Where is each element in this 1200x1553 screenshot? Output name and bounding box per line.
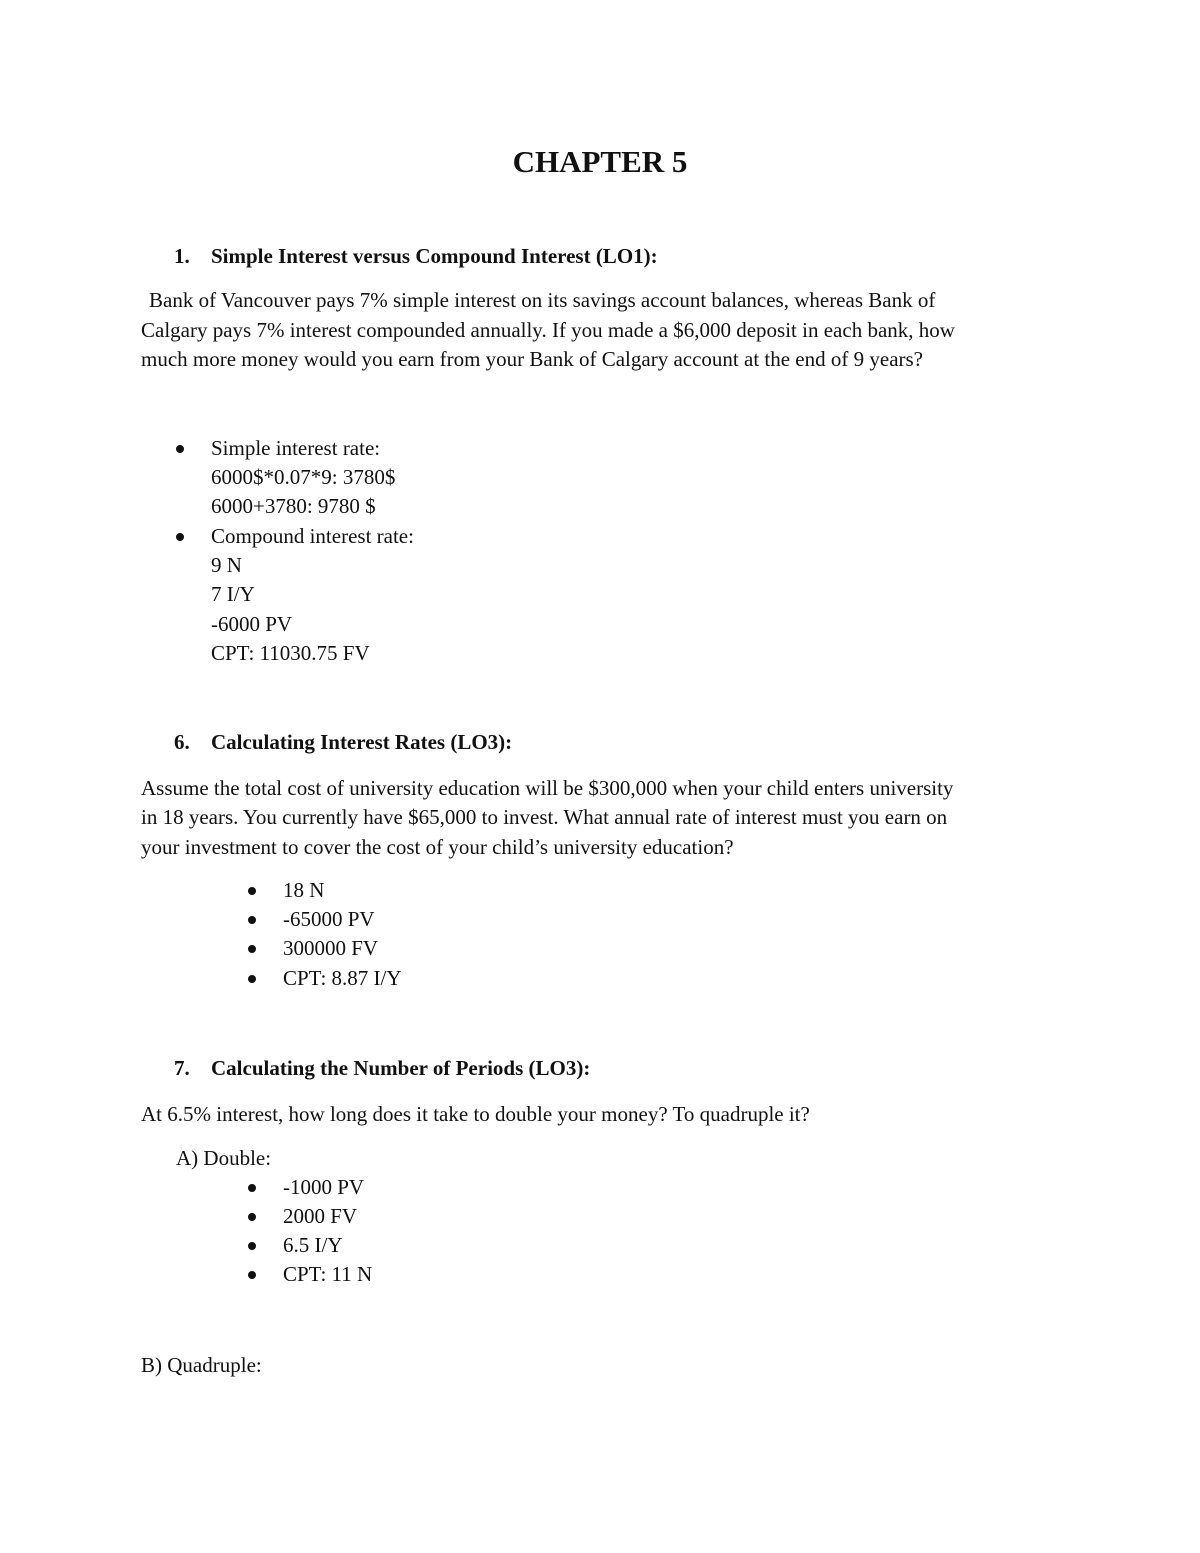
list-item: Compound interest rate: <box>211 524 414 548</box>
calculation-line: CPT: 11030.75 FV <box>211 641 370 665</box>
calculation-line: -6000 PV <box>211 612 293 636</box>
bullet-icon <box>176 445 184 453</box>
bullet-icon <box>248 945 256 953</box>
bullet-icon <box>176 533 184 541</box>
bullet-icon <box>248 1271 256 1279</box>
question-text-line: your investment to cover the cost of your child’s university education? <box>141 835 734 859</box>
list-item: CPT: 11 N <box>283 1262 373 1286</box>
part-label: B) Quadruple: <box>141 1353 262 1377</box>
list-item: -1000 PV <box>283 1175 365 1199</box>
bullet-icon <box>248 1184 256 1192</box>
calculation-line: 6000+3780: 9780 $ <box>211 494 376 518</box>
question-heading: Calculating Interest Rates (LO3): <box>211 730 513 754</box>
list-item: Simple interest rate: <box>211 436 381 460</box>
bullet-icon <box>248 1213 256 1221</box>
list-item: 300000 FV <box>283 936 379 960</box>
question-text-line: At 6.5% interest, how long does it take to double your money? To quadruple it? <box>141 1102 810 1126</box>
list-item: 2000 FV <box>283 1204 358 1228</box>
question-number: 7. <box>174 1056 190 1080</box>
calculation-line: 7 I/Y <box>211 582 255 606</box>
question-text-line: Calgary pays 7% interest compounded annually. If you made a $6,000 deposit in each bank, how <box>141 318 955 342</box>
question-text-line: in 18 years. You currently have $65,000 to invest. What annual rate of interest must you earn on <box>141 805 948 829</box>
question-number: 1. <box>174 244 190 268</box>
bullet-icon <box>248 916 256 924</box>
question-number: 6. <box>174 730 190 754</box>
question-text-line: Bank of Vancouver pays 7% simple interest on its savings account balances, whereas Bank of <box>149 288 936 312</box>
question-text-line: much more money would you earn from your Bank of Calgary account at the end of 9 years? <box>141 347 924 371</box>
list-item: CPT: 8.87 I/Y <box>283 966 402 990</box>
list-item: 18 N <box>283 878 325 902</box>
bullet-icon <box>248 1242 256 1250</box>
part-label: A) Double: <box>176 1146 272 1170</box>
question-text-line: Assume the total cost of university education will be $300,000 when your child enters university <box>141 776 954 800</box>
question-heading: Simple Interest versus Compound Interest (LO1): <box>211 244 658 268</box>
list-item: 6.5 I/Y <box>283 1233 343 1257</box>
bullet-icon <box>248 887 256 895</box>
question-heading: Calculating the Number of Periods (LO3): <box>211 1056 591 1080</box>
bullet-icon <box>248 975 256 983</box>
calculation-line: 9 N <box>211 553 242 577</box>
page-title: CHAPTER 5 <box>512 144 688 179</box>
calculation-line: 6000$*0.07*9: 3780$ <box>211 465 396 489</box>
list-item: -65000 PV <box>283 907 375 931</box>
